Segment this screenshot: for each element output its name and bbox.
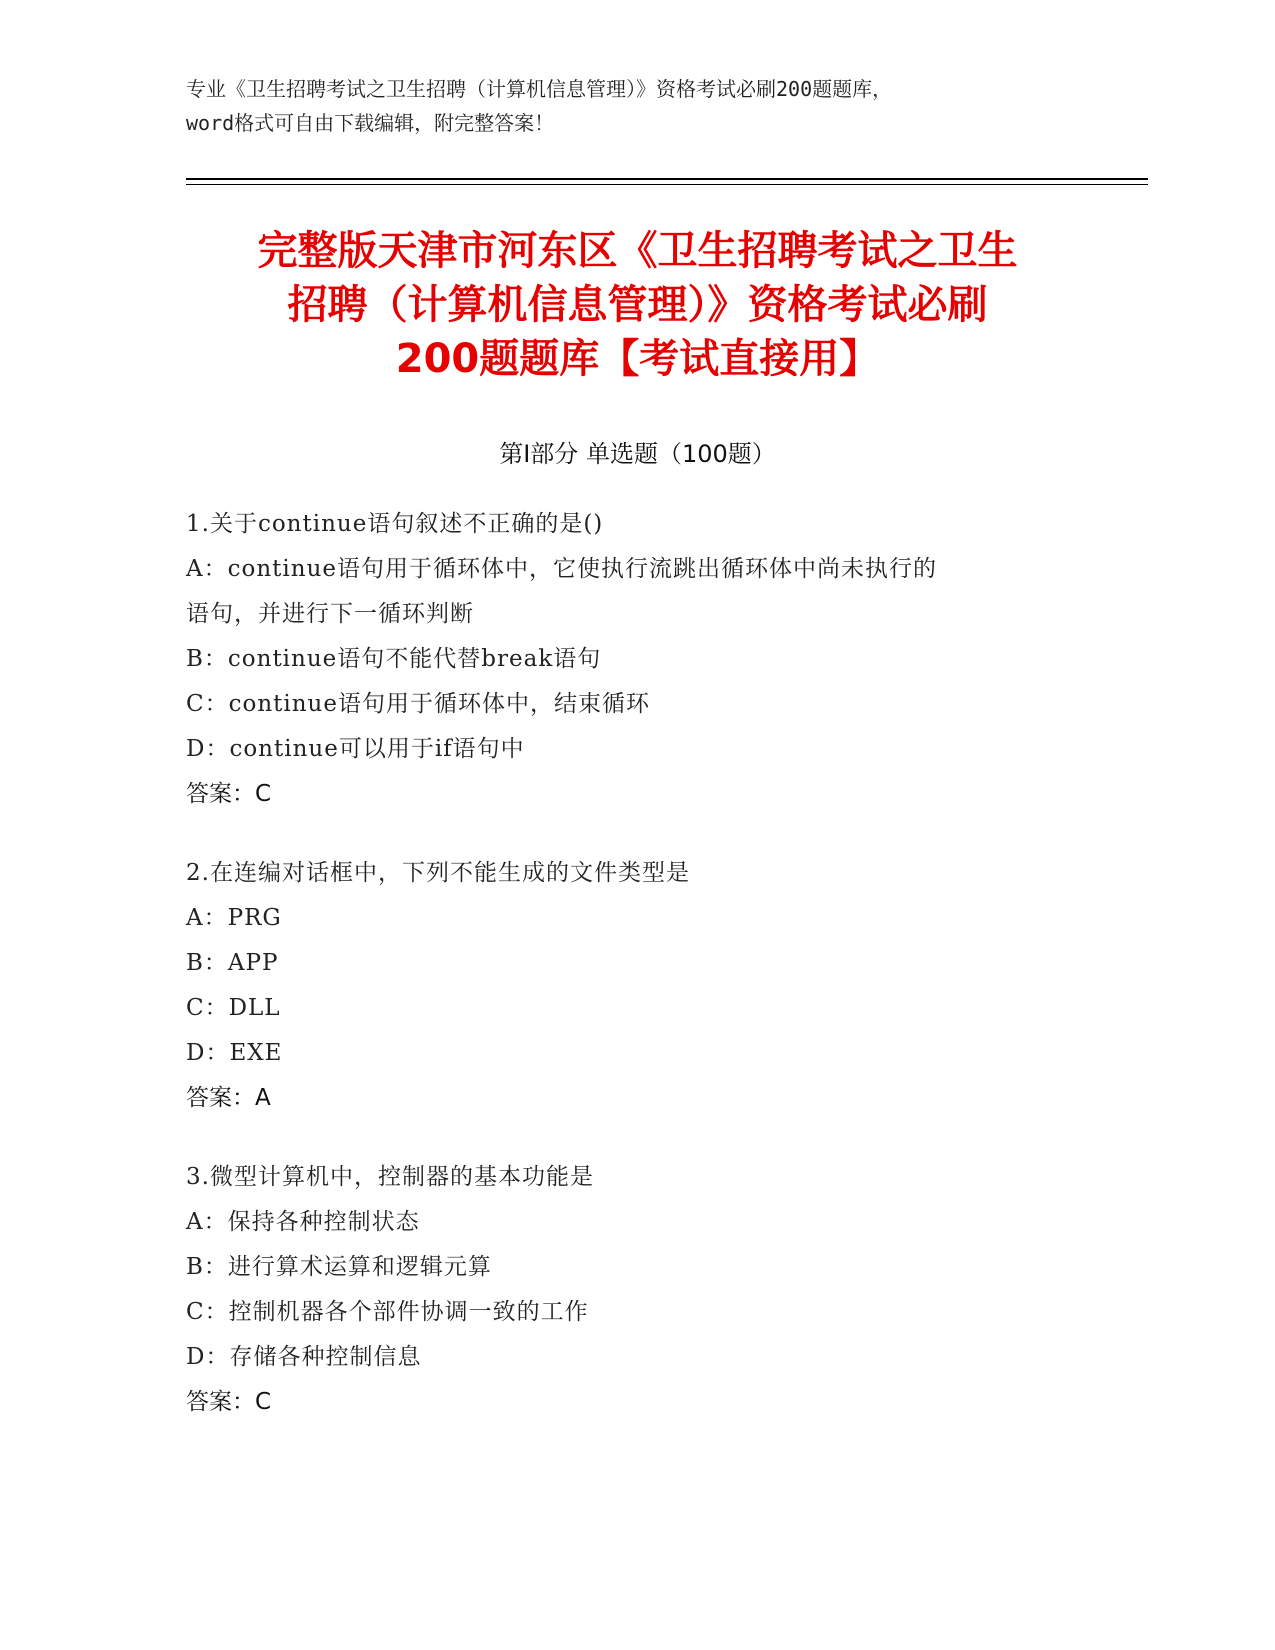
document-title xyxy=(150,224,1125,386)
question-stem: 2.在连编对话框中，下列不能生成的文件类型是 xyxy=(186,860,690,886)
header-note-line-1: 专业《卫生招聘考试之卫生招聘（计算机信息管理）》资格考试必刷200题题库， xyxy=(186,77,893,101)
document-title-line-3: 200题题库【考试直接用】 xyxy=(395,336,880,382)
option-c: C：DLL xyxy=(186,995,281,1021)
question-2 xyxy=(186,851,1086,1121)
option-b: B：进行算术运算和逻辑元算 xyxy=(186,1254,492,1280)
document-title-line-2: 招聘（计算机信息管理）》资格考试必刷 xyxy=(287,282,988,328)
document-title-line-1: 完整版天津市河东区《卫生招聘考试之卫生 xyxy=(257,228,1018,274)
answer-line xyxy=(186,1380,1086,1425)
answer-line xyxy=(186,1076,1086,1121)
option-c: C：控制机器各个部件协调一致的工作 xyxy=(186,1299,589,1325)
answer-label: 答案： xyxy=(186,1085,255,1111)
answer-value: A xyxy=(255,1085,271,1111)
answer-label: 答案： xyxy=(186,1389,255,1415)
option-a: A：保持各种控制状态 xyxy=(186,1209,420,1235)
option-a: A：PRG xyxy=(186,905,282,931)
option-c: C：continue语句用于循环体中，结束循环 xyxy=(186,691,650,717)
header-note xyxy=(186,72,1086,140)
question-stem: 1.关于continue语句叙述不正确的是() xyxy=(186,511,604,537)
header-divider-thick xyxy=(186,178,1148,180)
option-d: D：continue可以用于if语句中 xyxy=(186,736,525,762)
question-stem: 3.微型计算机中，控制器的基本功能是 xyxy=(186,1164,594,1190)
answer-value: C xyxy=(255,781,272,807)
header-divider-thin xyxy=(186,184,1148,185)
header-note-line-2: word格式可自由下载编辑，附完整答案！ xyxy=(186,111,555,135)
option-d: D：存储各种控制信息 xyxy=(186,1344,422,1370)
option-b: B：continue语句不能代替break语句 xyxy=(186,646,602,672)
answer-value: C xyxy=(255,1389,272,1415)
option-b: B：APP xyxy=(186,950,279,976)
section-title: 第Ⅰ部分 单选题（100题） xyxy=(499,440,776,468)
option-d: D：EXE xyxy=(186,1040,283,1066)
option-a-continued: 语句，并进行下一循环判断 xyxy=(186,601,474,627)
question-1 xyxy=(186,502,1086,817)
option-a: A：continue语句用于循环体中，它使执行流跳出循环体中尚未执行的 xyxy=(186,556,937,582)
answer-line xyxy=(186,772,1086,817)
question-3 xyxy=(186,1155,1086,1425)
answer-label: 答案： xyxy=(186,781,255,807)
